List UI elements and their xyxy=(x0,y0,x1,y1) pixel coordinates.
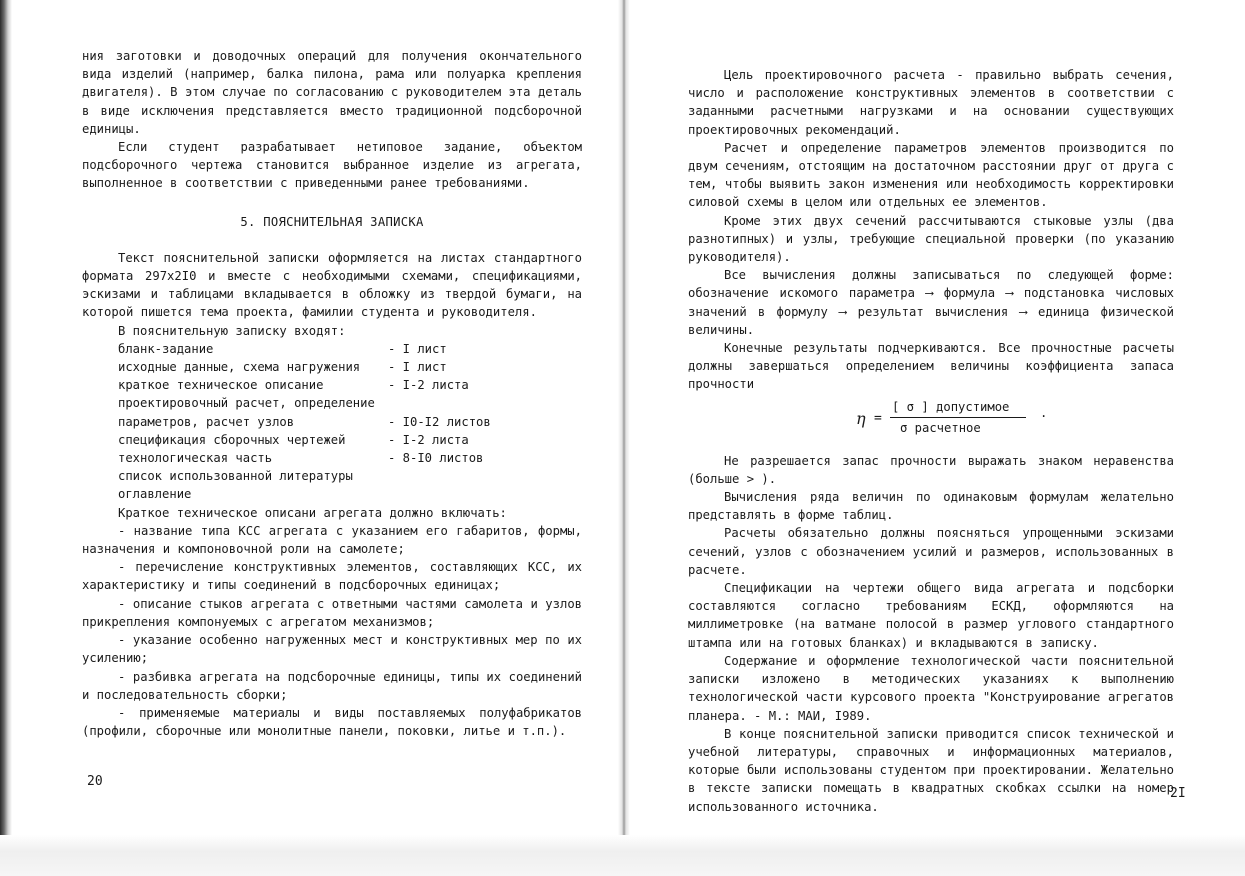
contents-item xyxy=(118,376,582,394)
left-paragraph-2: Если студент разрабатывает нетиповое задание, объектом подсборочного чертежа становится выбранное изделие из агрегата, выполненное в соответствии с приведенными ранее требованиями. xyxy=(82,140,582,191)
formula-fraction-line xyxy=(890,417,1026,418)
contents-item-name: исходные данные, схема нагружения xyxy=(118,360,361,375)
contents-item-name: проектировочный расчет, определение xyxy=(118,396,375,411)
right-paragraph-4: Все вычисления должны записываться по следующей форме: обозначение искомого параметра ⟶ формула ⟶ подстановка числовых значений в формулу ⟶ результат вычисления ⟶ единица физической величины. xyxy=(688,268,1174,337)
contents-item-count: - I-2 листа xyxy=(388,378,469,393)
right-paragraph-9: Спецификации на чертежи общего вида агрегата и подсборки составляются согласно требованиям ЕСКД, оформляются на миллиметровке (на ватмане полосой в размер углового стандартного штампа или на готовых бланках) и вкладываются в записку. xyxy=(688,581,1174,650)
contents-item-name: технологическая часть xyxy=(118,451,273,466)
contents-item xyxy=(118,358,582,376)
book-edge-shadow xyxy=(0,0,12,850)
contents-list xyxy=(82,340,582,504)
right-paragraph-11: В конце пояснительной записки приводится список технической и учебной литературы, справочных и информационных материалов, которые были использованы студентом при проектировании. Желательно в тексте записки помещать в квадратных скобках ссылки на номер использованного источника. xyxy=(688,726,1174,814)
formula-numerator: [ σ ] допустимое xyxy=(892,399,1010,414)
page-number-left: 20 xyxy=(87,774,103,789)
right-paragraph-8: Расчеты обязательно должны поясняться упрощенными эскизами сечений, узлов с обозначением усилий и размеров, использованных в расчете. xyxy=(688,526,1174,577)
bottom-scan-shadow xyxy=(0,835,1245,876)
formula-denominator: σ расчетное xyxy=(900,420,981,435)
bullet-item: - указание особенно нагруженных мест и конструктивных мер по их усилению; xyxy=(82,633,582,666)
bullet-item: - название типа КСС агрегата с указанием его габаритов, формы, назначения и компоновочной роли на самолете; xyxy=(82,523,582,557)
contents-item xyxy=(118,431,582,449)
bullet-item: - описание стыков агрегата с ответными частями самолета и узлов прикрепления компонуемых с агрегатом механизмов; xyxy=(82,596,582,629)
right-paragraph-3: Кроме этих двух сечений рассчитываются стыковые узлы (два разнотипных) и узлы, требующие специальной проверки (по указанию руководителя). xyxy=(688,213,1174,265)
contents-item-name: список использованной литературы xyxy=(118,469,353,484)
contents-item xyxy=(118,485,582,503)
left-paragraph-1: ния заготовки и доводочных операций для получения окончательного вида изделий (например, балка пилона, рама или полуарка крепления двигателя). В этом случае по согласованию с руководителем эта деталь в виде исключения представляется вместо традиционной подсборочной единицы. xyxy=(82,49,582,136)
contents-item-name: краткое техническое описание xyxy=(118,378,324,393)
right-paragraph-6: Не разрешается запас прочности выражать знаком неравенства (больше > ). xyxy=(688,453,1174,486)
right-paragraph-10: Содержание и оформление технологической части пояснительной записки изложено в методических указаниях к выполнению технологической части курсового проекта "Конструирование агрегатов планера. - М.: МАИ, I989. xyxy=(688,653,1174,723)
contents-item xyxy=(118,394,582,412)
contents-item-count: - 8-I0 листов xyxy=(388,451,484,466)
left-page xyxy=(82,47,582,740)
formula-equals: = xyxy=(874,410,882,426)
safety-factor-formula xyxy=(688,398,1174,442)
right-paragraph-5: Конечные результаты подчеркиваются. Все прочностные расчеты должны завершаться определением величины коэффициента запаса прочности xyxy=(688,341,1174,392)
bullet-item: - перечисление конструктивных элементов, составляющих КСС, их характеристику и типы соединений в подсборочных единицах; xyxy=(82,560,582,593)
contents-item-name: параметров, расчет узлов xyxy=(118,414,295,429)
contents-item-count: - I лист xyxy=(388,341,447,356)
right-paragraph-7: Вычисления ряда величин по одинаковым формулам желательно представлять в форме таблиц. xyxy=(688,490,1174,523)
right-paragraph-1: Цель проектировочного расчета - правильно выбрать сечения, число и расположение конструктивных элементов в соответствии с заданными расчетными нагрузками и на основании существующих проектировочных рекомендаций. xyxy=(688,68,1174,137)
bullet-item: - применяемые материалы и виды поставляемых полуфабрикатов (профили, сборочные или монолитные панели, поковки, литье и т.п.). xyxy=(82,705,582,739)
left-paragraph-4: Краткое техническое описани агрегата должно включать: xyxy=(118,505,507,520)
right-page xyxy=(688,66,1174,816)
bullet-item: - разбивка агрегата на подсборочные единицы, типы их соединений и последовательность сборки; xyxy=(82,669,582,702)
contents-item-name: спецификация сборочных чертежей xyxy=(118,432,346,447)
contents-item xyxy=(118,449,582,467)
contents-item-name: бланк-задание xyxy=(118,341,214,356)
contents-intro: В пояснительную записку входят: xyxy=(118,323,346,338)
formula-symbol: η xyxy=(856,408,866,428)
contents-item-count: - I0-I2 листов xyxy=(388,414,491,429)
left-paragraph-3: Текст пояснительной записки оформляется на листах стандартного формата 297x2I0 и вместе с необходимыми схемами, спецификациями, эскизами и таблицами вкладывается в обложку из твердой бумаги, на которой пишется тема проекта, фамилии студента и руководителя. xyxy=(82,250,582,320)
formula-period: . xyxy=(1040,405,1048,420)
contents-item-name: оглавление xyxy=(118,487,192,502)
page-number-right: 2I xyxy=(1170,786,1186,801)
contents-item xyxy=(118,467,582,485)
right-paragraph-2: Расчет и определение параметров элементов производится по двум сечениям, отстоящим на достаточном расстоянии друг от друга с тем, чтобы выявить закон изменения или необходимость корректировки силовой схемы в целом или отдельных ее элементов. xyxy=(688,140,1174,210)
contents-item xyxy=(118,413,582,431)
contents-item-count: - I лист xyxy=(388,360,447,375)
contents-item-count: - I-2 листа xyxy=(388,432,469,447)
section-heading: 5. ПОЯСНИТЕЛЬНАЯ ЗАПИСКА xyxy=(240,214,424,229)
contents-item xyxy=(118,340,582,358)
book-gutter xyxy=(618,0,630,840)
